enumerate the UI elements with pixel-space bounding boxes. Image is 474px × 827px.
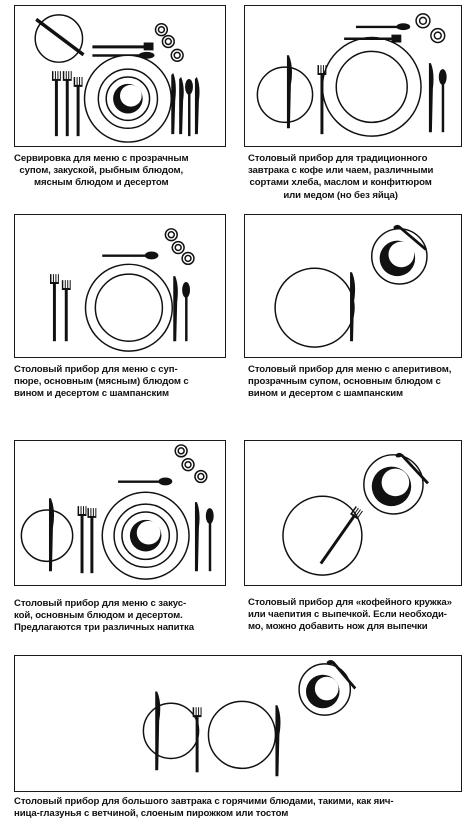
fork-icon [87, 508, 96, 573]
table-setting-illustration [15, 215, 225, 357]
caption-big-breakfast: Столовый прибор для большого завтрака с горячими блюдами, такими, как яич- ница-глазунья с ветчиной, слоеным пирожком или тостом [14, 796, 394, 820]
spoon-icon [206, 508, 214, 571]
table-setting-illustration [15, 656, 461, 791]
fork-icon [50, 274, 59, 341]
spoon-icon [439, 69, 447, 132]
knife-icon [173, 276, 178, 341]
caption-puree-soup-menu: Столовый прибор для меню с суп- пюре, основным (мясным) блюдом с вином и десертом с шампанским [14, 364, 189, 400]
caption-coffee-circle: Столовый прибор для «кофейного кружка» или чаепития с выпечкой. Если необходи- мо, можно добавить нож для выпечки [248, 597, 452, 633]
fork-icon [62, 280, 71, 341]
knife-icon [171, 73, 176, 134]
table-setting-illustration [245, 441, 461, 585]
panel-puree-soup-menu [14, 214, 226, 358]
panel-appetizer-main-dessert [14, 440, 226, 586]
bread-plate-icon [257, 67, 312, 122]
table-setting-illustration [245, 6, 461, 146]
fork-icon [74, 77, 83, 136]
knife-icon [275, 705, 280, 776]
table-setting-illustration [15, 441, 225, 585]
spoon-icon [356, 26, 399, 28]
caption-traditional-breakfast: Столовый прибор для традиционного завтрака с кофе или чаем, различными сортами хлеба, маслом и конфитюром или медом (но без яйца) [248, 153, 434, 201]
knife-icon [195, 77, 200, 134]
soup-spoon-icon [185, 79, 193, 136]
caption-appetizer-main-dessert: Столовый прибор для меню с закус- кой, основным блюдом и десертом. Предлагаются три различных напитка [14, 598, 194, 634]
fish-knife-icon [179, 77, 184, 134]
dessert-spoon-icon [102, 254, 147, 256]
knife-icon [429, 63, 434, 132]
panel-aperitif-menu [244, 214, 462, 358]
caption-clear-soup-menu: Сервировка для меню с прозрачным супом, закуской, рыбным блюдом, мясным блюдом и десертом [14, 153, 189, 189]
dessert-spoon-icon [118, 480, 163, 482]
panel-big-breakfast [14, 655, 462, 792]
soup-spoon-icon [182, 282, 190, 341]
fork-icon [78, 506, 87, 573]
panel-coffee-circle [244, 440, 462, 586]
bread-plate-icon [21, 510, 72, 561]
panel-traditional-breakfast [244, 5, 462, 147]
dinner-plate-icon [275, 268, 354, 347]
fork-icon [63, 71, 72, 136]
breakfast-plate-icon [208, 701, 275, 768]
dessert-fork-icon [92, 42, 153, 50]
table-setting-illustration [15, 6, 225, 146]
table-setting-illustration [245, 215, 461, 357]
knife-icon [195, 502, 200, 571]
panel-clear-soup-menu [14, 5, 226, 147]
bread-plate-icon [143, 703, 198, 758]
caption-aperitif-menu: Столовый прибор для меню с аперитивом, прозрачным супом, основным блюдом с вином и десертом с шампанским [248, 364, 452, 400]
fork-icon [52, 71, 61, 136]
